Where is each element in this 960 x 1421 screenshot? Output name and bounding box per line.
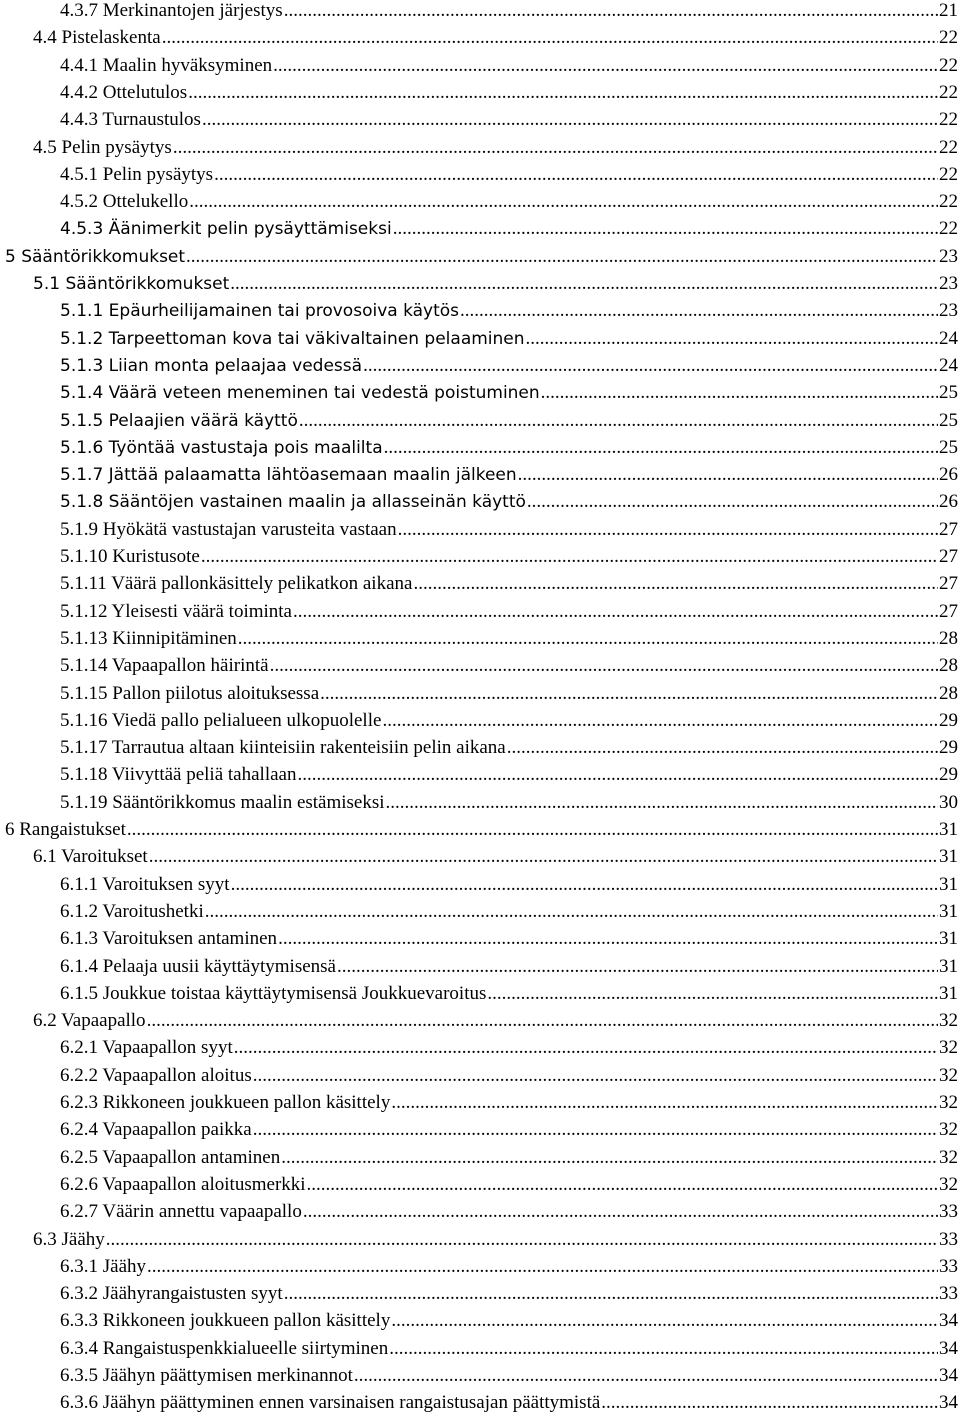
toc-entry-title: 6.1.3 Varoituksen antaminen [60, 928, 278, 950]
toc-entry-title: 6 Rangaistukset [5, 819, 126, 840]
toc-entry-page-number: 29 [939, 764, 958, 786]
toc-dot-leader [284, 0, 938, 24]
toc-entry[interactable] [0, 543, 958, 570]
toc-dot-leader [214, 161, 938, 188]
toc-entry-title: 4.5 Pelin pysäytys [33, 136, 172, 158]
toc-dot-leader [601, 1389, 938, 1416]
toc-dot-leader [398, 516, 938, 543]
toc-entry-title: 5.1.18 Viivyttää peliä tahallaan [60, 764, 297, 786]
toc-dot-leader [363, 352, 938, 379]
toc-entry-page-number: 34 [939, 1310, 958, 1332]
toc-dot-leader [106, 1226, 938, 1253]
toc-dot-leader [384, 434, 938, 461]
toc-entry-title: 6.2.5 Vapaapallon antaminen [60, 1146, 281, 1168]
toc-entry[interactable] [0, 1144, 958, 1171]
toc-dot-leader [518, 461, 938, 488]
toc-entry-title: 4.4.1 Maalin hyväksyminen [60, 54, 273, 76]
toc-dot-leader [147, 1253, 938, 1280]
toc-entry-page-number: 25 [939, 382, 958, 404]
toc-dot-leader [297, 761, 938, 788]
toc-entry[interactable] [0, 734, 958, 761]
toc-entry[interactable] [0, 789, 958, 816]
toc-dot-leader [307, 1171, 938, 1198]
toc-entry-page-number: 29 [939, 709, 958, 731]
toc-entry[interactable] [0, 761, 958, 788]
toc-entry-page-number: 29 [939, 737, 958, 759]
toc-dot-leader [238, 625, 938, 652]
toc-entry-page-number: 31 [939, 982, 958, 1004]
toc-entry-title: 5 Sääntörikkomukset [5, 246, 186, 267]
toc-entry-page-number: 28 [939, 655, 958, 677]
toc-dot-leader [127, 816, 938, 843]
toc-entry[interactable] [0, 106, 958, 133]
toc-entry-title: 5.1.11 Väärä pallonkäsittely pelikatkon aikana [60, 573, 413, 595]
toc-entry-page-number: 22 [939, 27, 958, 49]
toc-entry[interactable] [0, 625, 958, 652]
toc-dot-leader [386, 789, 938, 816]
toc-entry-title: 6.1 Varoitukset [33, 846, 148, 868]
toc-entry[interactable] [0, 134, 958, 161]
toc-entry[interactable] [0, 1034, 958, 1061]
toc-entry-title: 6.1.5 Joukkue toistaa käyttäytymisensä Joukkuevaroitus [60, 982, 487, 1004]
toc-entry-page-number: 28 [939, 627, 958, 649]
toc-dot-leader [320, 680, 938, 707]
toc-entry-title: 6.3.6 Jäähyn päättyminen ennen varsinaisen rangaistusajan päättymistä [60, 1392, 601, 1414]
toc-entry-page-number: 32 [939, 1010, 958, 1032]
toc-entry[interactable] [0, 243, 958, 270]
toc-dot-leader [188, 79, 938, 106]
toc-dot-leader [201, 543, 938, 570]
toc-dot-leader [278, 925, 938, 952]
toc-entry-page-number: 22 [939, 81, 958, 103]
toc-entry-page-number: 34 [939, 1365, 958, 1386]
toc-entry-page-number: 27 [939, 546, 958, 567]
toc-entry[interactable] [0, 352, 958, 379]
toc-entry-page-number: 34 [939, 1337, 958, 1359]
toc-entry-title: 5.1.14 Vapaapallon häirintä [60, 655, 269, 677]
toc-entry-page-number: 30 [939, 791, 958, 813]
toc-dot-leader [253, 1062, 938, 1089]
toc-entry-title: 6.2.1 Vapaapallon syyt [60, 1037, 233, 1059]
toc-dot-leader [162, 24, 938, 51]
toc-entry-title: 5.1.8 Sääntöjen vastainen maalin ja allasseinän käyttö [60, 492, 526, 513]
toc-entry[interactable] [0, 680, 958, 707]
toc-entry[interactable] [0, 925, 958, 952]
toc-entry[interactable] [0, 1116, 958, 1143]
toc-entry-page-number: 32 [939, 1092, 958, 1113]
toc-entry[interactable] [0, 707, 958, 734]
toc-entry[interactable] [0, 871, 958, 898]
toc-entry-page-number: 32 [939, 1173, 958, 1195]
toc-entry-title: 6.1.1 Varoituksen syyt [60, 873, 230, 895]
toc-entry[interactable] [0, 79, 958, 106]
toc-entry[interactable] [0, 843, 958, 870]
toc-entry-title: 6.1.4 Pelaaja uusii käyttäytymisensä [60, 955, 336, 977]
toc-dot-leader [270, 652, 938, 679]
toc-entry-title: 5.1.9 Hyökätä vastustajan varusteita vastaan [60, 518, 397, 540]
toc-dot-leader [299, 407, 938, 434]
toc-entry-page-number: 23 [939, 245, 958, 267]
toc-entry-title: 5.1.17 Tarrautua altaan kiinteisiin rakenteisiin pelin aikana [60, 737, 506, 759]
toc-dot-leader [186, 243, 938, 270]
toc-dot-leader [393, 215, 938, 242]
toc-entry-title: 6.2 Vapaapallo [33, 1010, 146, 1032]
toc-entry[interactable] [0, 1007, 958, 1034]
toc-entry[interactable] [0, 1226, 958, 1253]
toc-dot-leader [293, 598, 938, 625]
toc-dot-leader [413, 570, 938, 597]
toc-entry-page-number: 31 [939, 928, 958, 950]
toc-entry-page-number: 33 [939, 1283, 958, 1305]
toc-entry[interactable] [0, 1089, 958, 1116]
toc-dot-leader [284, 1280, 938, 1307]
toc-dot-leader [230, 270, 938, 297]
toc-entry[interactable] [0, 215, 958, 242]
toc-dot-leader [273, 52, 938, 79]
toc-dot-leader [231, 871, 938, 898]
toc-entry-page-number: 33 [939, 1255, 958, 1277]
toc-entry-title: 5.1.16 Viedä pallo pelialueen ulkopuolelle [60, 709, 382, 731]
toc-entry-page-number: 23 [939, 273, 958, 294]
toc-entry-title: 4.4 Pistelaskenta [33, 27, 161, 49]
toc-entry-title: 5.1.4 Väärä veteen meneminen tai vedestä poistuminen [60, 383, 540, 404]
toc-dot-leader [234, 1034, 938, 1061]
toc-entry-title: 4.3.7 Merkinantojen järjestys [60, 0, 283, 21]
toc-entry[interactable] [0, 461, 958, 488]
toc-dot-leader [527, 488, 938, 515]
toc-entry-page-number: 24 [939, 327, 958, 349]
toc-entry-page-number: 31 [939, 900, 958, 922]
toc-dot-leader [149, 843, 938, 870]
toc-entry-page-number: 27 [939, 518, 958, 540]
toc-entry[interactable] [0, 1171, 958, 1198]
toc-entry-page-number: 31 [939, 819, 958, 840]
toc-entry-title: 4.5.3 Äänimerkit pelin pysäyttämiseksi [60, 219, 392, 240]
toc-dot-leader [389, 1335, 938, 1362]
toc-entry[interactable] [0, 188, 958, 215]
toc-entry[interactable] [0, 1280, 958, 1307]
toc-dot-leader [173, 134, 938, 161]
toc-dot-leader [147, 1007, 938, 1034]
toc-entry-page-number: 32 [939, 1119, 958, 1141]
toc-entry-page-number: 32 [939, 1037, 958, 1059]
toc-entry-title: 5.1.3 Liian monta pelaajaa vedessä [60, 355, 363, 376]
toc-entry-title: 6.1.2 Varoitushetki [60, 900, 204, 922]
toc-entry-title: 6.2.4 Vapaapallon paikka [60, 1119, 252, 1141]
toc-entry-title: 5.1.10 Kuristusote [60, 546, 200, 567]
toc-entry-page-number: 26 [939, 464, 958, 486]
toc-entry-title: 6.3.5 Jäähyn päättymisen merkinannot [60, 1365, 353, 1386]
toc-dot-leader [487, 980, 938, 1007]
toc-entry-page-number: 31 [939, 873, 958, 895]
toc-entry[interactable] [0, 407, 958, 434]
toc-entry-page-number: 25 [939, 409, 958, 431]
toc-entry-page-number: 33 [939, 1228, 958, 1250]
toc-entry-page-number: 21 [939, 0, 958, 21]
toc-entry[interactable] [0, 297, 958, 324]
toc-entry-title: 4.4.2 Ottelutulos [60, 81, 188, 103]
toc-entry-title: 6.3.4 Rangaistuspenkkialueelle siirtyminen [60, 1337, 389, 1359]
toc-entry-title: 5.1.5 Pelaajien väärä käyttö [60, 410, 298, 431]
toc-entry[interactable] [0, 379, 958, 406]
toc-entry[interactable] [0, 570, 958, 597]
toc-entry-page-number: 22 [939, 218, 958, 240]
toc-entry-page-number: 22 [939, 163, 958, 185]
toc-entry-title: 6.2.2 Vapaapallon aloitus [60, 1064, 252, 1086]
toc-entry-title: 5.1.19 Sääntörikkomus maalin estämiseksi [60, 791, 385, 813]
toc-entry-page-number: 34 [939, 1392, 958, 1414]
toc-entry[interactable] [0, 1335, 958, 1362]
toc-entry[interactable] [0, 434, 958, 461]
toc-entry-title: 5.1 Sääntörikkomukset [33, 274, 230, 294]
toc-dot-leader [303, 1198, 938, 1225]
toc-entry-title: 5.1.2 Tarpeettoman kova tai väkivaltainen pelaaminen [60, 328, 525, 349]
toc-entry[interactable] [0, 270, 958, 297]
toc-entry-title: 6.3.1 Jäähy [60, 1255, 147, 1277]
toc-entry-page-number: 27 [939, 600, 958, 622]
toc-entry[interactable] [0, 0, 958, 24]
toc-entry[interactable] [0, 1253, 958, 1280]
toc-entry[interactable] [0, 598, 958, 625]
toc-entry-title: 6.2.7 Väärin annettu vapaapallo [60, 1201, 302, 1223]
toc-entry[interactable] [0, 953, 958, 980]
toc-dot-leader [202, 106, 938, 133]
toc-entry-title: 6.2.3 Rikkoneen joukkueen pallon käsittely [60, 1092, 391, 1113]
toc-entry-title: 6.2.6 Vapaapallon aloitusmerkki [60, 1173, 306, 1195]
toc-entry-title: 4.5.1 Pelin pysäytys [60, 163, 214, 185]
toc-entry-page-number: 31 [939, 846, 958, 868]
toc-entry-title: 4.4.3 Turnaustulos [60, 109, 201, 131]
toc-dot-leader [460, 297, 938, 324]
toc-entry-page-number: 22 [939, 191, 958, 213]
toc-entry[interactable] [0, 24, 958, 51]
toc-entry-page-number: 22 [939, 54, 958, 76]
toc-entry-title: 6.3.3 Rikkoneen joukkueen pallon käsittely [60, 1310, 391, 1332]
toc-dot-leader [391, 1307, 938, 1334]
toc-entry-page-number: 22 [939, 109, 958, 131]
toc-entry[interactable] [0, 1362, 958, 1389]
toc-dot-leader [526, 325, 938, 352]
toc-entry-page-number: 28 [939, 682, 958, 704]
toc-entry[interactable] [0, 1307, 958, 1334]
toc-entry-title: 5.1.13 Kiinnipitäminen [60, 627, 237, 649]
toc-entry-page-number: 22 [939, 136, 958, 158]
toc-entry-title: 5.1.7 Jättää palaamatta lähtöasemaan maalin jälkeen [60, 465, 517, 486]
toc-dot-leader [507, 734, 938, 761]
toc-entry-page-number: 33 [939, 1201, 958, 1223]
toc-entry-page-number: 32 [939, 1146, 958, 1168]
toc-entry[interactable] [0, 1198, 958, 1225]
toc-entry[interactable] [0, 516, 958, 543]
toc-entry-page-number: 31 [939, 955, 958, 977]
toc-entry-page-number: 23 [939, 300, 958, 322]
toc-entry-page-number: 25 [939, 436, 958, 458]
toc-entry[interactable] [0, 52, 958, 79]
toc-entry[interactable] [0, 1062, 958, 1089]
toc-entry-title: 5.1.6 Työntää vastustaja pois maalilta [60, 437, 383, 458]
toc-entry-title: 6.3 Jäähy [33, 1228, 105, 1250]
toc-entry[interactable] [0, 898, 958, 925]
toc-entry-page-number: 32 [939, 1064, 958, 1086]
toc-dot-leader [382, 707, 938, 734]
toc-dot-leader [189, 188, 938, 215]
toc-entry-title: 5.1.12 Yleisesti väärä toiminta [60, 600, 292, 622]
toc-dot-leader [541, 379, 938, 406]
toc-dot-leader [281, 1144, 938, 1171]
toc-entry[interactable] [0, 488, 958, 515]
toc-entry[interactable] [0, 161, 958, 188]
toc-entry-title: 5.1.15 Pallon piilotus aloituksessa [60, 682, 320, 704]
toc-dot-leader [337, 953, 938, 980]
toc-entry-title: 4.5.2 Ottelukello [60, 191, 189, 213]
toc-entry[interactable] [0, 980, 958, 1007]
toc-entry-page-number: 27 [939, 573, 958, 595]
toc-entry-title: 5.1.1 Epäurheilijamainen tai provosoiva käytös [60, 301, 460, 322]
toc-entry-title: 6.3.2 Jäähyrangaistusten syyt [60, 1283, 283, 1305]
toc-entry-page-number: 24 [939, 354, 958, 376]
toc-entry[interactable] [0, 652, 958, 679]
toc-dot-leader [354, 1362, 938, 1389]
toc-entry[interactable] [0, 325, 958, 352]
toc-dot-leader [205, 898, 938, 925]
toc-entry[interactable] [0, 816, 958, 843]
toc-entry-page-number: 26 [939, 491, 958, 513]
toc-dot-leader [253, 1116, 938, 1143]
toc-entry[interactable] [0, 1389, 958, 1416]
toc-dot-leader [391, 1089, 938, 1116]
